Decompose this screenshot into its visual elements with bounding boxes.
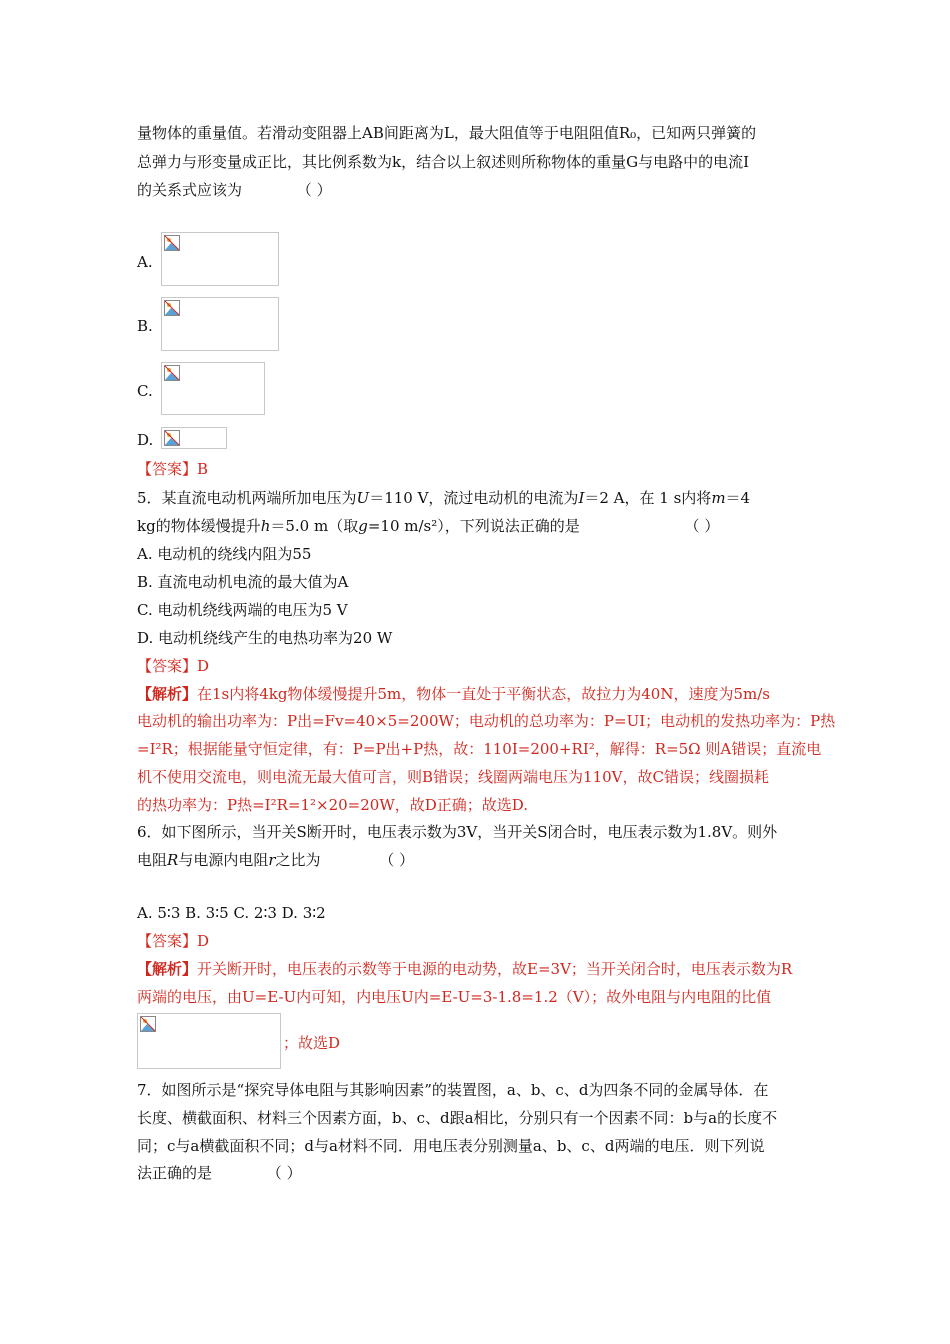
q4-option-b-image (161, 297, 279, 351)
broken-image-icon (164, 235, 180, 251)
q5-option-c: C. 电动机绕线两端的电压为5 V (137, 601, 348, 619)
q4-paren: （ ） (296, 181, 332, 199)
q5-text: ＝4 (725, 489, 751, 507)
q6-line-2 (137, 850, 414, 870)
q4-line-2: 总弹力与形变量成正比，其比例系数为k，结合以上叙述则所称物体的重量G与电路中的电流I (137, 153, 750, 171)
answer-value: D (197, 932, 210, 950)
q5-var-i: I (578, 489, 585, 507)
broken-image-icon (140, 1016, 156, 1032)
q5-var-h: h (260, 517, 271, 535)
q5-text: ＝110 V，流过电动机的电流为 (369, 489, 579, 507)
q7-line-2: 长度、横截面积、材料三个因素方面，b、c、d跟a相比，分别只有一个因素不同：b与a的长度不 (137, 1109, 778, 1127)
q6-options: A. 5∶3 B. 3∶5 C. 2∶3 D. 3∶2 (137, 904, 326, 922)
q5-var-u: U (356, 489, 370, 507)
q4-answer (137, 459, 208, 479)
explanation-text: 在1s内将4kg物体缓慢提升5m，物体一直处于平衡状态，故拉力为40N，速度为5m/s (197, 685, 770, 703)
q6-text: 与电源内电阻 (178, 851, 269, 869)
explanation-text: 开关断开时，电压表的示数等于电源的电动势，故E=3V；当开关闭合时，电压表示数为R (197, 960, 793, 978)
q6-var-r: R (167, 851, 179, 869)
q5-var-g: g (358, 517, 368, 535)
broken-image-icon (164, 365, 180, 381)
q4-option-c-label: C. (137, 382, 153, 400)
q4-line-3-text: 的关系式应该为 (137, 181, 243, 199)
q7-paren: （ ） (266, 1164, 302, 1182)
q6-explanation-formula-image (137, 1013, 281, 1069)
q5-text: kg的物体缓慢提升 (137, 517, 261, 535)
q5-explanation-4: 机不使用交流电，则电流无最大值可言，则B错误；线圈两端电压为110V，故C错误；线圈损耗 (137, 768, 769, 786)
q7-text: 法正确的是 (137, 1164, 213, 1182)
q5-explanation-2: 电动机的输出功率为：P出=Fv=40×5=200W；电动机的总功率为：P=UI；电动机的发热功率为：P热 (137, 712, 836, 730)
broken-image-icon (164, 430, 180, 446)
q5-var-m: m (711, 489, 726, 507)
q6-var-r-internal: r (268, 851, 276, 869)
q5-line-1 (137, 488, 750, 508)
q6-explanation-1 (137, 959, 792, 979)
q5-answer (137, 656, 209, 676)
q7-line-1: 7．如图所示是“探究导体电阻与其影响因素”的装置图，a、b、c、d为四条不同的金属导体．在 (137, 1081, 769, 1099)
q6-paren: （ ） (379, 851, 415, 869)
q6-line-1: 6．如下图所示，当开关S断开时，电压表示数为3V，当开关S闭合时，电压表示数为1.8V。则外 (137, 823, 778, 841)
answer-value: D (197, 657, 210, 675)
q6-explanation-2: 两端的电压，由U=E-U内可知，内电压U内=E-U=3-1.8=1.2（V）；故外电阻与内电阻的比值 (137, 988, 772, 1006)
q4-option-d-label: D. (137, 431, 154, 449)
broken-image-icon (164, 300, 180, 316)
q4-option-a-label: A. (137, 253, 153, 271)
q5-text: ＝2 A，在 1 s内将 (584, 489, 712, 507)
q4-option-b-label: B. (137, 317, 153, 335)
q5-text: =10 m/s²），下列说法正确的是 (367, 517, 580, 535)
explanation-tag: 【解析】 (137, 685, 198, 703)
answer-value: B (197, 460, 209, 478)
q7-line-3: 同；c与a横截面积不同；d与a材料不同．用电压表分别测量a、b、c、d两端的电压．则下列说 (137, 1137, 765, 1155)
q6-answer (137, 931, 209, 951)
q6-text: 电阻 (137, 851, 168, 869)
q5-text: ＝5.0 m（取 (270, 517, 359, 535)
q4-option-d-image (161, 427, 227, 449)
q5-explanation-3: =I²R；根据能量守恒定律，有：P=P出+P热，故：110I=200+RI²，解得：R=5Ω 则A错误；直流电 (137, 740, 822, 758)
q5-option-a: A. 电动机的绕线内阻为55 (137, 545, 312, 563)
q5-paren: （ ） (684, 517, 720, 535)
q4-line-3 (137, 180, 332, 200)
answer-tag: 【答案】 (137, 460, 198, 478)
q6-text: 之比为 (275, 851, 321, 869)
answer-tag: 【答案】 (137, 657, 198, 675)
q4-line-1: 量物体的重量值。若滑动变阻器上AB间距离为L，最大阻值等于电阻阻值R₀，已知两只弹簧的 (137, 124, 757, 142)
q6-explanation-3: ；故选D (283, 1034, 341, 1052)
answer-tag: 【答案】 (137, 932, 198, 950)
q4-option-a-image (161, 232, 279, 286)
q5-explanation-1 (137, 684, 770, 704)
q7-line-4 (137, 1163, 302, 1183)
q5-line-2 (137, 516, 719, 536)
q5-option-b: B. 直流电动机电流的最大值为A (137, 573, 349, 591)
explanation-tag: 【解析】 (137, 960, 198, 978)
q5-explanation-5: 的热功率为：P热=I²R=1²×20=20W，故D正确；故选D. (137, 796, 529, 814)
q5-option-d: D. 电动机绕线产生的电热功率为20 W (137, 629, 393, 647)
q4-option-c-image (161, 362, 265, 415)
q5-text: 5．某直流电动机两端所加电压为 (137, 489, 357, 507)
